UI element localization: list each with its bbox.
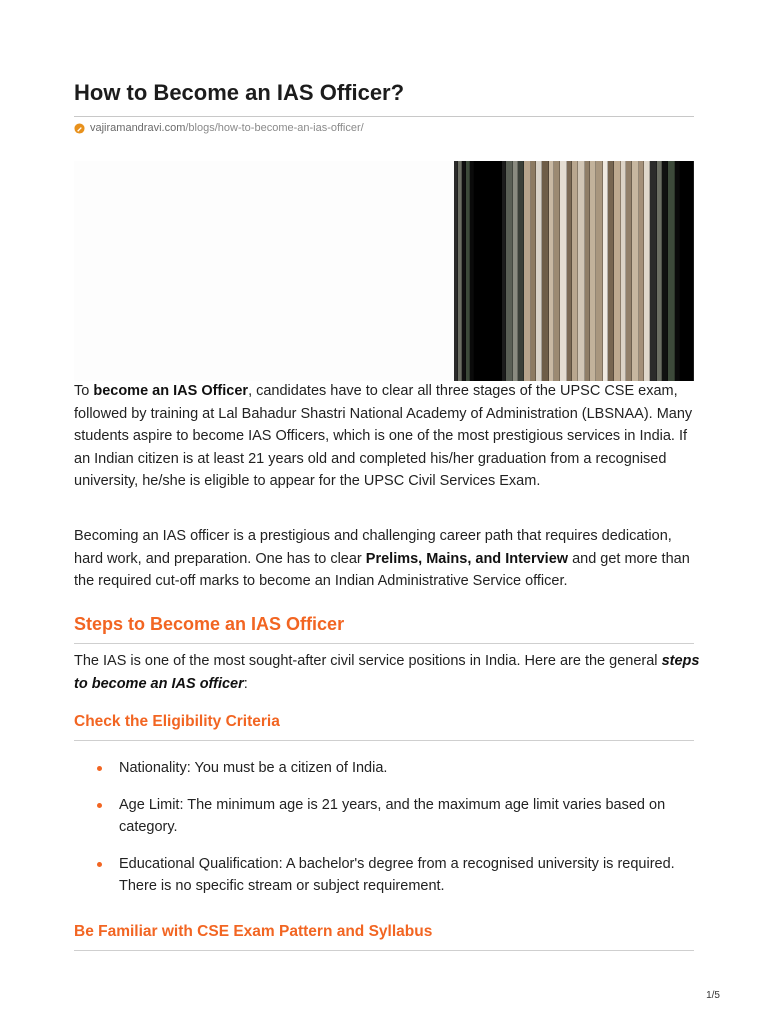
- book-spine-edge: [505, 161, 506, 381]
- book-spine-edge: [517, 161, 518, 381]
- book-spine-edge: [625, 161, 626, 381]
- bullet-icon: [97, 803, 102, 808]
- eligibility-list: [74, 757, 694, 912]
- eligibility-divider: [74, 740, 694, 741]
- exam-stages-bold: Prelims, Mains, and Interview: [365, 550, 569, 567]
- list-item: Nationality: You must be a citizen of India.: [74, 757, 694, 780]
- book-spine-edge: [643, 161, 644, 381]
- book-spine-edge: [656, 161, 657, 381]
- list-item: Educational Qualification: A bachelor's degree from a recognised university is required. There is no specific stream or subject requirement.: [74, 853, 694, 898]
- book-spine: [668, 161, 675, 381]
- source-path[interactable]: /blogs/how-to-become-an-ias-officer/: [185, 122, 364, 134]
- book-spine-edge: [661, 161, 662, 381]
- book-spine: [488, 161, 502, 381]
- book-spine: [693, 161, 694, 381]
- book-spine-edge: [584, 161, 585, 381]
- bookshelf-image: [454, 161, 694, 381]
- book-spine-edge: [571, 161, 572, 381]
- book-spine-edge: [602, 161, 603, 381]
- book-spine-edge: [473, 161, 474, 381]
- book-spine: [632, 161, 639, 381]
- book-spine-edge: [674, 161, 675, 381]
- eligibility-heading: Check the Eligibility Criteria: [74, 713, 280, 730]
- book-spine-edge: [649, 161, 650, 381]
- steps-bold-italic: steps to become an IAS officer: [74, 653, 700, 692]
- book-spine-edge: [692, 161, 693, 381]
- steps-intro: The IAS is one of the most sought-after civil service positions in India. Here are the general steps to become an IAS officer:: [74, 653, 700, 692]
- book-spine-edge: [523, 161, 524, 381]
- title-divider: [74, 116, 694, 117]
- page-title: How to Become an IAS Officer?: [74, 80, 405, 105]
- book-spine-edge: [541, 161, 542, 381]
- hero-image: [74, 161, 694, 381]
- book-spine-edge: [461, 161, 462, 381]
- book-spine: [506, 161, 513, 381]
- book-spine: [650, 161, 657, 381]
- book-spine-edge: [469, 161, 470, 381]
- book-spine-edge: [595, 161, 596, 381]
- intro-paragraph-2: Becoming an IAS officer is a prestigious and challenging career path that requires dedication, hard work, and preparation. One has to clear Prelims, Mains, and Interview and get more than the required cut-off marks to become an Indian Administrative Service officer.: [74, 528, 690, 589]
- book-spine: [614, 161, 621, 381]
- book-spine-edge: [487, 161, 488, 381]
- steps-heading: Steps to Become an IAS Officer: [74, 614, 345, 634]
- book-spine-edge: [631, 161, 632, 381]
- book-spine-edge: [530, 161, 531, 381]
- book-spine-edge: [566, 161, 567, 381]
- book-spine-edge: [638, 161, 639, 381]
- book-spine-edge: [685, 161, 686, 381]
- book-spine-edge: [607, 161, 608, 381]
- book-spine-edge: [589, 161, 590, 381]
- book-spine-edge: [667, 161, 668, 381]
- book-spine-edge: [613, 161, 614, 381]
- book-spine-edge: [548, 161, 549, 381]
- book-spine: [578, 161, 585, 381]
- book-spine: [542, 161, 549, 381]
- book-spine-edge: [465, 161, 466, 381]
- page-number: 1/5: [706, 990, 720, 1001]
- book-spine-edge: [501, 161, 502, 381]
- bullet-icon: [97, 766, 102, 771]
- book-spine-edge: [512, 161, 513, 381]
- bullet-icon: [97, 862, 102, 867]
- book-spine: [474, 161, 488, 381]
- source-link[interactable]: [74, 122, 364, 134]
- intro-bold-phrase: become an IAS Officer: [93, 383, 249, 399]
- intro-paragraph-1: To become an IAS Officer, candidates have to clear all three stages of the UPSC CSE exam, followed by training at Lal Bahadur Shastri National Academy of Administration (LBSNAA). Many students aspire to become IAS Officers, which is one of the most prestigious services in India. If an Indian citizen is at least 21 years old and completed his/her graduation from a recognised university, he/she is eligible to appear for the UPSC Civil Services Exam.: [74, 383, 693, 489]
- book-spine-edge: [620, 161, 621, 381]
- source-domain[interactable]: vajiramandravi.com: [90, 122, 186, 134]
- list-item: Age Limit: The minimum age is 21 years, and the maximum age limit varies based on category.: [74, 794, 694, 839]
- book-spine-edge: [553, 161, 554, 381]
- book-spine-edge: [535, 161, 536, 381]
- book-spine: [686, 161, 693, 381]
- exam-pattern-divider: [74, 950, 694, 951]
- book-spine: [560, 161, 567, 381]
- book-spine-edge: [577, 161, 578, 381]
- pen-logo-icon: [74, 123, 85, 134]
- exam-pattern-heading: Be Familiar with CSE Exam Pattern and Syllabus: [74, 923, 433, 940]
- book-spine-edge: [679, 161, 680, 381]
- book-spine-edge: [457, 161, 458, 381]
- steps-divider: [74, 643, 694, 644]
- book-spine: [596, 161, 603, 381]
- book-spine-edge: [559, 161, 560, 381]
- book-spine: [524, 161, 531, 381]
